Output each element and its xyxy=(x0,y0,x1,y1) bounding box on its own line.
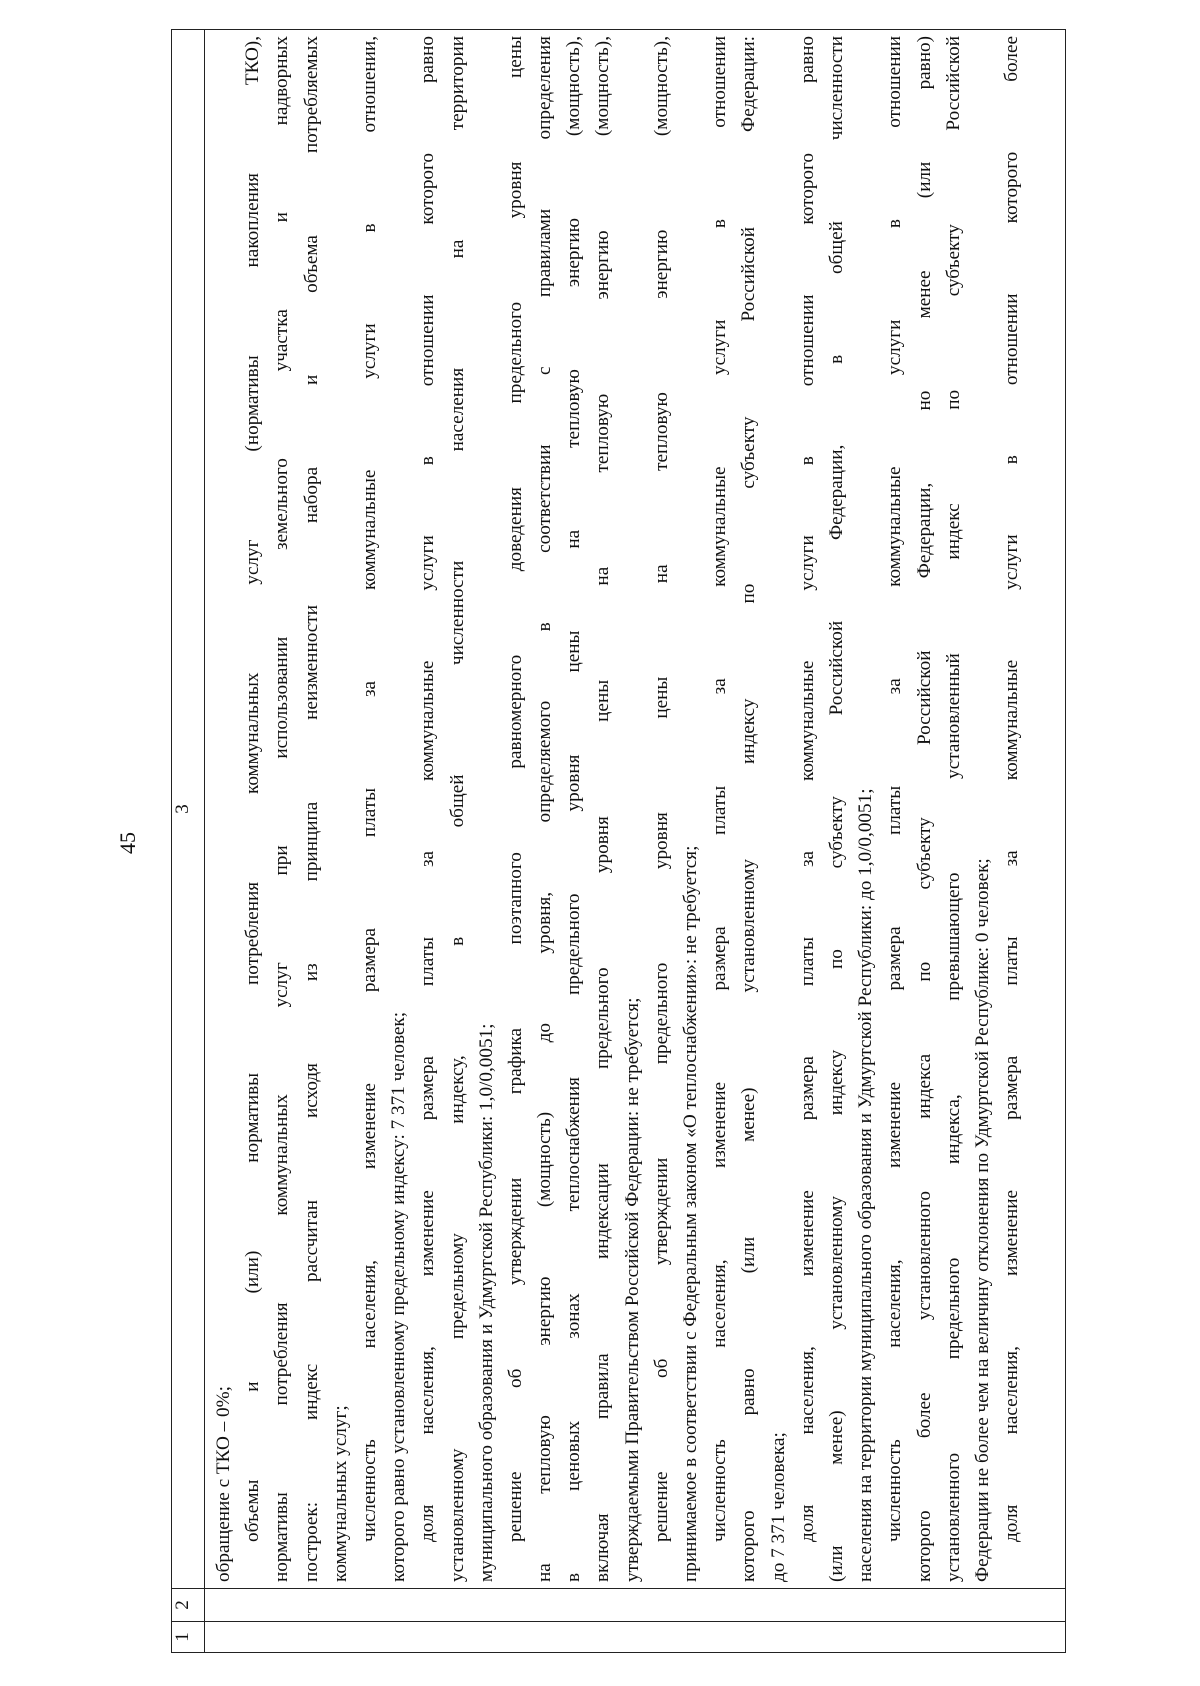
document-table xyxy=(171,29,1066,1653)
body-col-3 xyxy=(205,30,1066,1589)
body-col-2 xyxy=(205,1589,1066,1622)
text-line: утверждаемыми Правительством Российской Федерации: не требуется; xyxy=(621,997,643,1582)
text-line: коммунальных услуг; xyxy=(329,1405,351,1582)
text-line: численность населения, изменение размера платы за коммунальные услуги в отношении xyxy=(709,36,731,1542)
text-line: которого более установленного индекса по субъекту Российской Федерации, но менее (или равно) xyxy=(913,36,935,1582)
text-line: численность населения, изменение размера платы за коммунальные услуги в отношении, xyxy=(358,36,380,1542)
text-line: обращение с ТКО – 0%; xyxy=(213,1386,234,1582)
text-line: муниципального образования и Удмуртской Республики: 1,0/0,0051; xyxy=(475,1023,497,1582)
text-line: которого равно установленному предельному индексу: 7 371 человек; xyxy=(388,1011,410,1582)
text-lines xyxy=(209,36,1026,1582)
text-line: в ценовых зонах теплоснабжения предельного уровня цены на тепловую энергию (мощность), xyxy=(563,36,585,1582)
text-line: доля населения, изменение размера платы за коммунальные услуги в отношении которого равно xyxy=(417,36,439,1542)
text-line: численность населения, изменение размера платы за коммунальные услуги в отношении xyxy=(884,36,906,1542)
page-number: 45 xyxy=(115,832,140,854)
text-line: (или менее) установленному индексу по субъекту Российской Федерации, в общей численности xyxy=(825,36,847,1582)
text-line: установленному предельному индексу, в общей численности населения на территории xyxy=(446,36,468,1582)
text-line: на тепловую энергию (мощность) до уровня, определяемого в соответствии с правилами определения xyxy=(534,36,556,1582)
text-line: решение об утверждении предельного уровня цены на тепловую энергию (мощность), xyxy=(650,36,672,1542)
text-line: нормативы потребления коммунальных услуг при использовании земельного участка и надворных xyxy=(271,36,293,1582)
text-line: доля населения, изменение размера платы за коммунальные услуги в отношении которого более xyxy=(1001,36,1023,1542)
header-col-1: 1 xyxy=(172,1622,205,1653)
text-line: установленного предельного индекса, превышающего установленный индекс по субъекту Российской xyxy=(942,36,964,1582)
text-line: которого равно (или менее) установленному индексу по субъекту Российской Федерации: xyxy=(738,36,760,1582)
text-line: доля населения, изменение размера платы за коммунальные услуги в отношении которого равно xyxy=(796,36,818,1542)
header-col-2: 2 xyxy=(172,1589,205,1622)
table-header-row xyxy=(172,30,205,1653)
text-line: Федерации не более чем на величину отклонения по Удмуртской Республике: 0 человек; xyxy=(971,858,993,1582)
text-line: включая правила индексации предельного уровня цены на тепловую энергию (мощность), xyxy=(592,36,614,1582)
text-line: населения на территории муниципального образования и Удмуртской Республики: до 1,0/0,0051; xyxy=(855,788,877,1582)
rotated-table-wrapper xyxy=(171,33,1066,1653)
header-col-3: 3 xyxy=(172,30,205,1589)
body-col-1 xyxy=(205,1622,1066,1653)
text-line: принимаемое в соответствии с Федеральным законом «О теплоснабжении»: не требуется; xyxy=(680,845,701,1582)
text-line: решение об утверждении графика поэтапного равномерного доведения предельного уровня цены xyxy=(504,36,526,1542)
text-line: объемы и (или) нормативы потребления коммунальных услуг (нормативы накопления ТКО), xyxy=(242,36,264,1542)
text-line: до 7 371 человека; xyxy=(767,1432,789,1582)
table-body-row xyxy=(205,30,1066,1653)
text-line: построек: индекс рассчитан исходя из принципа неизменности набора и объема потребляемых xyxy=(300,36,322,1582)
